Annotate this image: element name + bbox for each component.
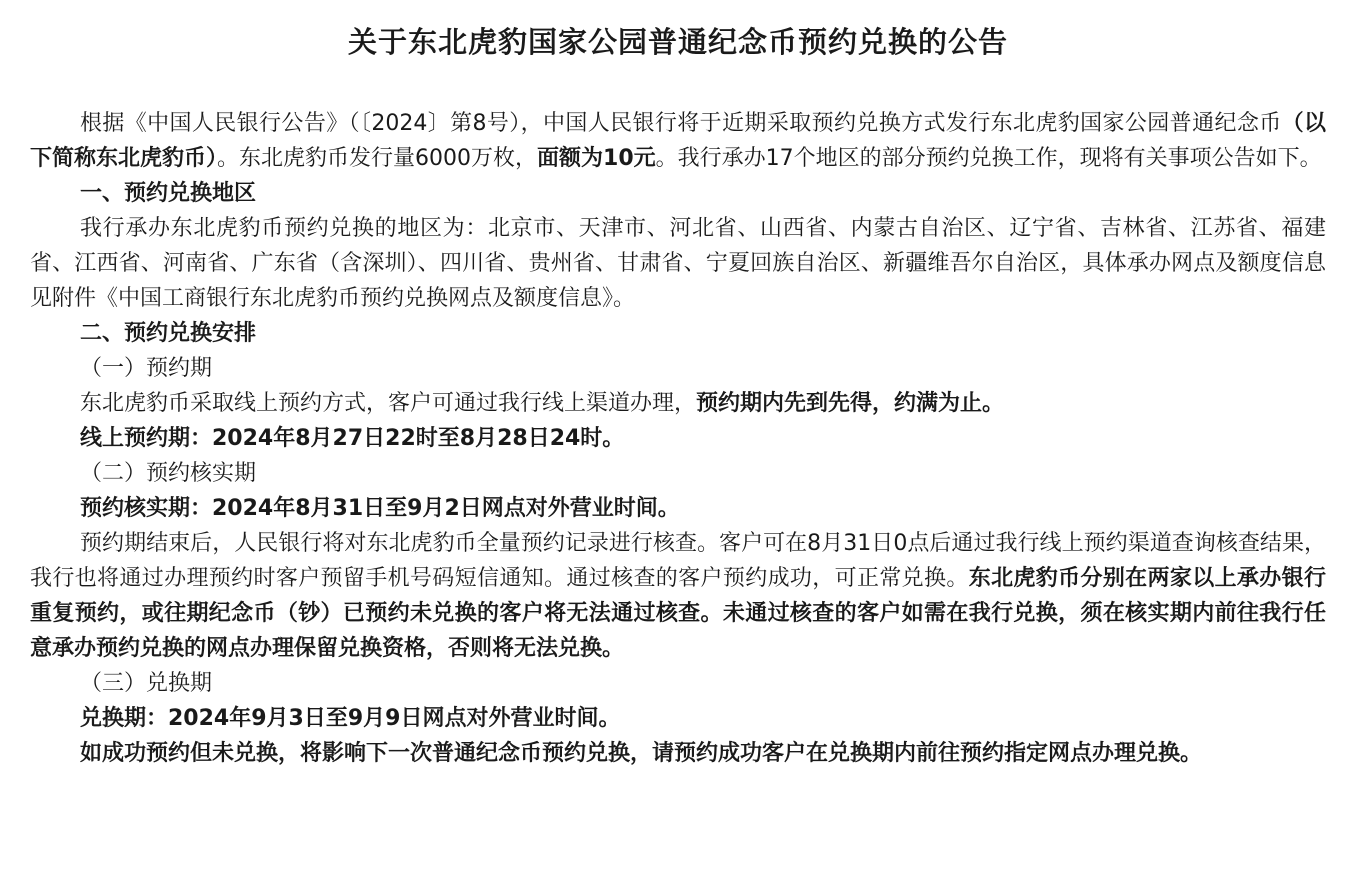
section1-heading: 一、预约兑换地区 (80, 181, 257, 206)
sub2-body-emphasis: 东北虎豹币分别在两家以上承办银行重复预约，或往期纪念币（钞）已预约未兑换的客户将无法通过核查。未通过核查的客户如需在我行兑换，须在核实期内前往我行任意承办预约兑换的网点办理保留兑换资格，否则将无法兑换。 (30, 566, 1326, 661)
section2-heading: 二、预约兑换安排 (80, 321, 257, 346)
intro-face-value: 面额为10元 (537, 146, 656, 171)
intro-text-1: 根据《中国人民银行公告》（〔2024〕第8号），中国人民银行将于近期采取预约兑换方式发行东北虎豹国家公园普通纪念币 (80, 111, 1282, 136)
sub1-body-text: 东北虎豹币采取线上预约方式，客户可通过我行线上渠道办理， (80, 391, 697, 416)
sub1-period: 线上预约期：2024年8月27日22时至8月28日24时。 (80, 426, 625, 451)
sub1-body (30, 386, 1326, 421)
announcement-title: 关于东北虎豹国家公园普通纪念币预约兑换的公告 (347, 25, 1008, 59)
section1-body: 我行承办东北虎豹币预约兑换的地区为：北京市、天津市、河北省、山西省、内蒙古自治区、辽宁省、吉林省、江苏省、福建省、江西省、河南省、广东省（含深圳）、四川省、贵州省、甘肃省、宁夏回族自治区、新疆维吾尔自治区，具体承办网点及额度信息见附件《中国工商银行东北虎豹币预约兑换网点及额度信息》。 (30, 216, 1326, 311)
sub2-period: 预约核实期：2024年8月31日至9月2日网点对外营业时间。 (80, 496, 680, 521)
sub1-heading: （一）预约期 (80, 356, 213, 381)
sub3-heading: （三）兑换期 (80, 671, 213, 696)
sub2-body-text: 预约期结束后，人民银行将对东北虎豹币全量预约记录进行核查。客户可在8月31日0点后通过我行线上预约渠道查询核查结果，我行也将通过办理预约时客户预留手机号码短信通知。通过核查的客户预约成功，可正常兑换。 (30, 531, 1326, 591)
intro-abbreviation: （以下简称东北虎豹币） (30, 111, 1326, 171)
sub3-body: 如成功预约但未兑换，将影响下一次普通纪念币预约兑换，请预约成功客户在兑换期内前往预约指定网点办理兑换。 (80, 741, 1203, 766)
sub1-body-emphasis: 预约期内先到先得，约满为止。 (696, 391, 1005, 416)
intro-text-2: 。东北虎豹币发行量6000万枚， (217, 146, 538, 171)
sub2-body (30, 526, 1326, 666)
sub2-heading: （二）预约核实期 (80, 461, 257, 486)
sub3-period: 兑换期：2024年9月3日至9月9日网点对外营业时间。 (80, 706, 621, 731)
intro-paragraph (30, 106, 1326, 176)
intro-text-3: 。我行承办17个地区的部分预约兑换工作，现将有关事项公告如下。 (655, 146, 1322, 171)
